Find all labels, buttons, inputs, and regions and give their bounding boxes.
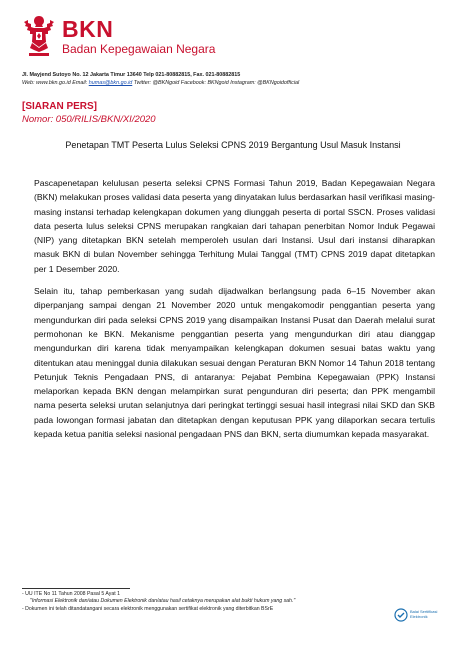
press-release-body: [34, 176, 435, 449]
press-release-number: Nomor: 050/RILIS/BKN/XI/2020: [22, 114, 156, 125]
online-contacts: [22, 79, 452, 87]
footnote-law: - UU ITE No 11 Tahun 2008 Pasal 5 Ayat 1: [22, 591, 121, 597]
brand-subtitle: Badan Kepegawaian Negara: [62, 42, 216, 56]
contact-info: [22, 71, 452, 87]
garuda-emblem-icon: [22, 12, 56, 58]
brand-name: BKN: [62, 16, 114, 42]
press-release-title: Penetapan TMT Peserta Lulus Seleksi CPNS 2019 Bergantung Usul Masuk Instansi: [65, 140, 401, 150]
social-handles: Twitter: @BKNgoid Facebook: BKNgoid Instagram: @BKNgoidofficial: [132, 80, 300, 86]
bsre-text: Balai Sertifikasi Elektronik: [410, 609, 438, 619]
footnotes: [22, 591, 392, 613]
header-logo: [22, 12, 215, 58]
bsre-seal-icon: [394, 608, 408, 622]
email-link[interactable]: humas@bkn.go.id: [88, 80, 133, 86]
email-prefix: Email:: [70, 80, 89, 86]
footnote-law-quote: "Informasi Elektronik dan/atau Dokumen Elektronik dan/atau hasil cetaknya merupakan alat bukti hukum yang sah.": [30, 598, 296, 604]
bsre-badge: [394, 608, 448, 622]
brand-block: [62, 12, 215, 56]
press-release-label: [SIARAN PERS]: [22, 101, 98, 112]
web-prefix: Web:: [22, 80, 36, 86]
address-line: Jl. Mayjend Sutoyo No. 12 Jakarta Timur 13640 Telp 021-80882815, Fax. 021-80882815: [22, 72, 241, 78]
footnote-signature: - Dokumen ini telah ditandatangani secara elektronik menggunakan sertifikat elektronik yang diterbitkan BSrE: [22, 606, 274, 612]
body-paragraph-2: Selain itu, tahap pemberkasan yang sudah dijadwalkan berlangsung pada 6–15 November akan diperpanjang sampai dengan 21 November 2020 untuk mengakomodir penggantian peserta yang mengundurkan diri pada seleksi CPNS 2019 yang disampaikan Instansi Pusat dan Daerah melalui surat permohonan ke BKN. Mekanisme penggantian peserta yang mengundurkan diri atau dianggap mengundurkan diri karena tidak menyampaikan kelengkapan dokumen sesuai batas waktu yang ditentukan atau meninggal dunia dilakukan sesuai dengan Peraturan BKN Nomor 14 Tahun 2018 tentang Petunjuk Teknis Pengadaan PNS, di antaranya: Pejabat Pembina Kepegawaian (PPK) Instansi melaporkan kepada BKN dengan melampirkan surat pengunduran diri peserta; dan PPK mengambil nama peserta seleksi urutan selanjutnya dari peringkat tertinggi sesuai hasil integrasi nilai SKD dan SKB pada lowongan formasi jabatan dan ditetapkan dengan keputusan PPK yang dilaporkan secara tertulis kepada ketua panitia seleksi nasional pengadaan PNS dan BKN, serta diumumkan kepada masyarakat.: [34, 286, 435, 440]
body-paragraph-1: Pascapenetapan kelulusan peserta seleksi CPNS Formasi Tahun 2019, Badan Kepegawaian Negara (BKN) melakukan proses validasi data peserta yang dinyatakan lulus berdasarkan hasil verifikasi masing-masing instansi terhadap kelengkapan dokumen yang diunggah peserta di portal SSCN. Proses validasi data peserta lulus seleksi CPNS merupakan rangkaian dari tahapan penerbitan Nomor Induk Pegawai (NIP) yang ditetapkan BKN setelah memperoleh usulan dari Instansi. Usul dari instansi diharapkan masuk BKN di bulan November sehingga Terhitung Mulai Tanggal (TMT) CPNS 2019 dapat ditetapkan per 1 Desember 2020.: [34, 178, 435, 274]
web-link[interactable]: www.bkn.go.id: [35, 80, 71, 86]
footnote-divider: [22, 588, 130, 589]
